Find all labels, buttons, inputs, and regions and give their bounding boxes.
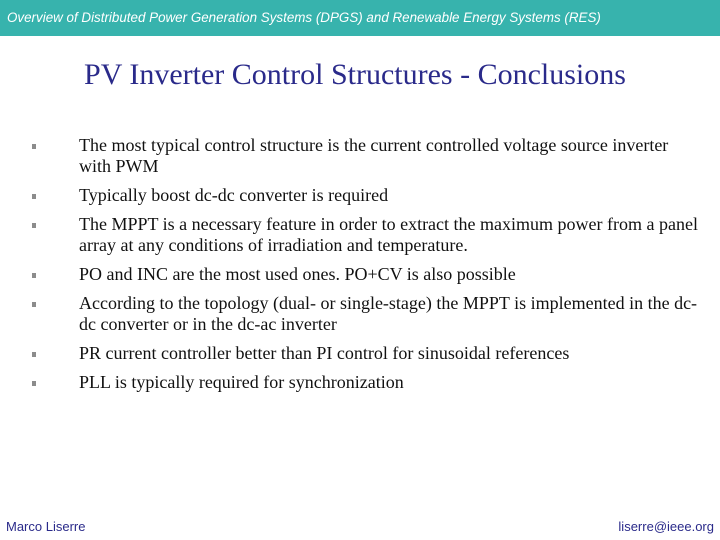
square-bullet-icon (32, 273, 36, 278)
bullet-item (0, 135, 720, 177)
bullet-text: According to the topology (dual- or single-stage) the MPPT is implemented in the dc-dc converter or in the dc-ac inverter (79, 293, 698, 334)
bullet-list (0, 135, 720, 401)
bullet-item (0, 185, 720, 206)
bullet-item (0, 343, 720, 364)
footer-author: Marco Liserre (6, 519, 86, 534)
square-bullet-icon (32, 144, 36, 149)
slide-title: PV Inverter Control Structures - Conclusions (84, 58, 626, 91)
square-bullet-icon (32, 381, 36, 386)
square-bullet-icon (32, 194, 36, 199)
bullet-item (0, 214, 720, 256)
bullet-item (0, 372, 720, 393)
bullet-item (0, 293, 720, 335)
header-band (0, 0, 720, 36)
square-bullet-icon (32, 352, 36, 357)
square-bullet-icon (32, 223, 36, 228)
bullet-text: Typically boost dc-dc converter is required (79, 185, 389, 205)
bullet-text: PO and INC are the most used ones. PO+CV is also possible (79, 264, 516, 284)
footer-email: liserre@ieee.org (618, 519, 714, 534)
bullet-item (0, 264, 720, 285)
bullet-text: The MPPT is a necessary feature in order to extract the maximum power from a panel array at any conditions of irradiation and temperature. (79, 214, 698, 255)
header-banner-text: Overview of Distributed Power Generation Systems (DPGS) and Renewable Energy Systems (RES) (7, 10, 601, 25)
bullet-text: The most typical control structure is the current controlled voltage source inverter with PWM (79, 135, 669, 176)
bullet-text: PR current controller better than PI control for sinusoidal references (79, 343, 570, 363)
square-bullet-icon (32, 302, 36, 307)
bullet-text: PLL is typically required for synchronization (79, 372, 404, 392)
